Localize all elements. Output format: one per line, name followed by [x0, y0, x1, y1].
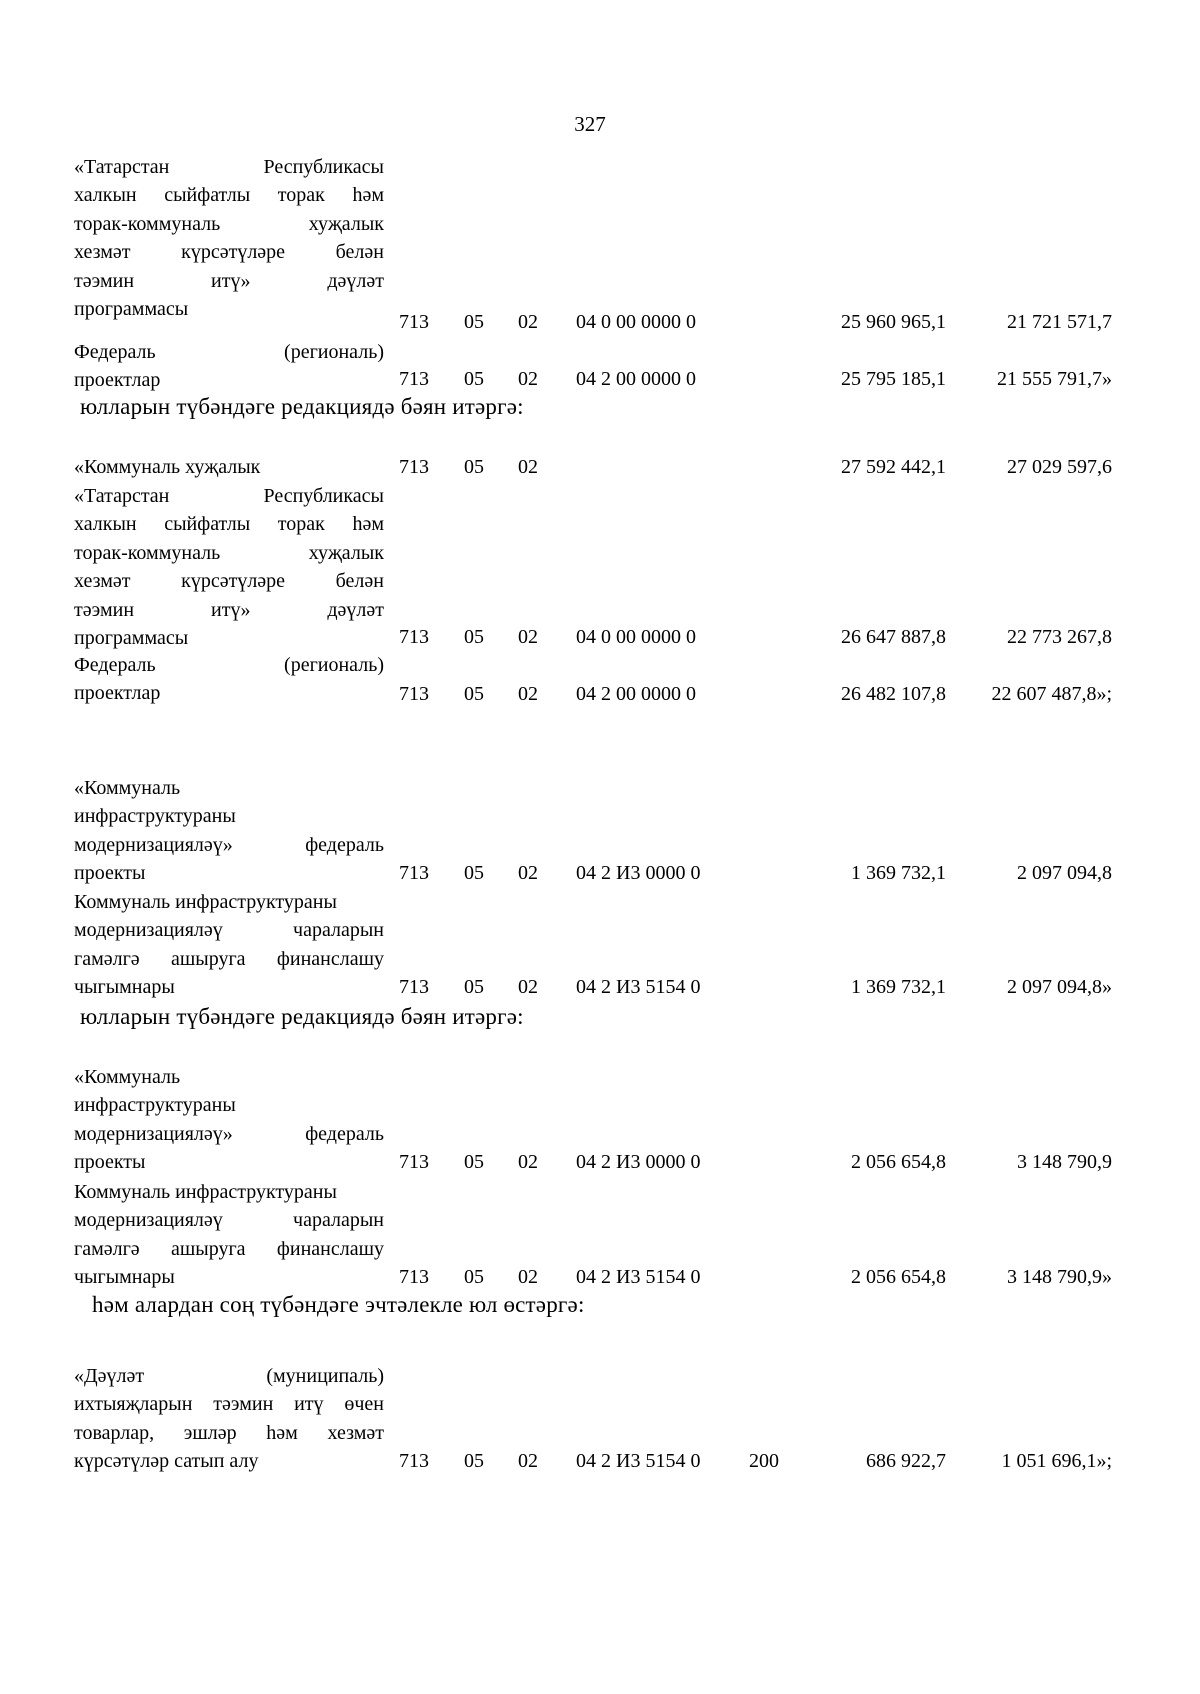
- page-number: 327: [574, 112, 606, 136]
- description-line: проектлар: [74, 369, 161, 392]
- description-line: инфраструктураны: [74, 805, 236, 828]
- value-year-1: 2 056 654,8: [851, 1266, 946, 1288]
- description-line: «Татарстан Республикасы: [74, 156, 384, 178]
- description-line: торак-коммуналь хуҗалык: [74, 541, 384, 564]
- admin-code: 713: [399, 1151, 429, 1173]
- subsection-code: 02: [518, 862, 538, 884]
- description-line: хезмәт күрсәтүләре белән: [74, 570, 384, 593]
- description-line: товарлар, эшләр һәм хезмәт: [74, 1421, 384, 1444]
- description-line: «Коммуналь: [74, 1066, 181, 1088]
- description-line: чыгымнары: [74, 976, 175, 999]
- description-line: программасы: [74, 297, 189, 320]
- row-description: [74, 338, 384, 395]
- admin-code: 713: [399, 368, 429, 390]
- row-description: [74, 774, 384, 888]
- description-line: Федераль (региональ): [74, 341, 384, 363]
- subsection-code: 02: [518, 456, 538, 478]
- description-line: халкын сыйфатлы торак һәм: [74, 184, 384, 207]
- value-year-1: 686 922,7: [866, 1450, 946, 1472]
- instruction-text: юлларын түбәндәге редакциядә бәян итәргә:: [80, 1004, 524, 1029]
- value-year-2: 22 607 487,8»;: [991, 683, 1112, 705]
- value-year-2: 2 097 094,8: [1017, 862, 1112, 884]
- value-year-1: 25 795 185,1: [841, 368, 946, 390]
- section-code: 05: [464, 862, 484, 884]
- target-code: 04 2 И3 0000 0: [576, 1151, 701, 1173]
- value-year-2: 3 148 790,9: [1017, 1151, 1112, 1173]
- section-code: 05: [464, 311, 484, 333]
- instruction-text: һәм алардан соң түбәндәге эчтәлекле юл өстәргә:: [92, 1292, 585, 1317]
- admin-code: 713: [399, 1450, 429, 1472]
- description-line: чыгымнары: [74, 1266, 175, 1289]
- description-line: тәэмин итү» дәүләт: [74, 598, 384, 621]
- target-code: 04 0 00 0000 0: [576, 311, 696, 333]
- target-code: 04 2 И3 0000 0: [576, 862, 701, 884]
- section-code: 05: [464, 368, 484, 390]
- value-year-1: 25 960 965,1: [841, 311, 946, 333]
- admin-code: 713: [399, 683, 429, 705]
- description-line: проектлар: [74, 682, 161, 705]
- expense-type-code: 200: [749, 1450, 779, 1472]
- value-year-2: 1 051 696,1»;: [1001, 1450, 1112, 1472]
- subsection-code: 02: [518, 311, 538, 333]
- target-code: 04 2 И3 5154 0: [576, 976, 701, 998]
- row-description: [74, 153, 384, 323]
- section-code: 05: [464, 1450, 484, 1472]
- value-year-1: 2 056 654,8: [851, 1151, 946, 1173]
- subsection-code: 02: [518, 1151, 538, 1173]
- admin-code: 713: [399, 626, 429, 648]
- section-code: 05: [464, 683, 484, 705]
- value-year-1: 1 369 732,1: [851, 976, 946, 998]
- value-year-1: 26 482 107,8: [841, 683, 946, 705]
- section-code: 05: [464, 456, 484, 478]
- row-description: [74, 651, 384, 708]
- value-year-1: 1 369 732,1: [851, 862, 946, 884]
- value-year-2: 21 555 791,7»: [997, 368, 1112, 390]
- section-code: 05: [464, 976, 484, 998]
- admin-code: 713: [399, 311, 429, 333]
- row-description: [74, 1063, 384, 1177]
- value-year-1: 26 647 887,8: [841, 626, 946, 648]
- description-line: «Коммуналь: [74, 777, 181, 799]
- description-line: хезмәт күрсәтүләре белән: [74, 241, 384, 264]
- value-year-2: 21 721 571,7: [1007, 311, 1112, 333]
- subsection-code: 02: [518, 626, 538, 648]
- section-code: 05: [464, 1151, 484, 1173]
- value-year-2: 2 097 094,8»: [1007, 976, 1112, 998]
- target-code: 04 2 00 0000 0: [576, 683, 696, 705]
- description-line: программасы: [74, 626, 189, 649]
- description-line: Федераль (региональ): [74, 654, 384, 676]
- description-line: Коммуналь инфраструктураны: [74, 891, 337, 913]
- admin-code: 713: [399, 976, 429, 998]
- description-line: модернизацияләү чараларын: [74, 919, 384, 942]
- value-year-2: 3 148 790,9»: [1007, 1266, 1112, 1288]
- row-description: [74, 1178, 384, 1292]
- description-line: «Татарстан Республикасы: [74, 485, 384, 507]
- subsection-code: 02: [518, 368, 538, 390]
- subsection-code: 02: [518, 976, 538, 998]
- subsection-code: 02: [518, 683, 538, 705]
- description-line: халкын сыйфатлы торак һәм: [74, 513, 384, 536]
- description-line: Коммуналь инфраструктураны: [74, 1181, 337, 1203]
- subsection-code: 02: [518, 1266, 538, 1288]
- target-code: 04 0 00 0000 0: [576, 626, 696, 648]
- description-line: гамәлгә ашыруга финанслашу: [74, 947, 384, 970]
- target-code: 04 2 00 0000 0: [576, 368, 696, 390]
- description-line: модернизацияләү» федераль: [74, 833, 384, 856]
- description-line: модернизацияләү» федераль: [74, 1122, 384, 1145]
- description-line: инфраструктураны: [74, 1094, 236, 1117]
- row-description: [74, 888, 384, 1002]
- row-description: [74, 453, 384, 481]
- description-line: күрсәтүләр сатып алу: [74, 1450, 259, 1473]
- admin-code: 713: [399, 456, 429, 478]
- description-line: модернизацияләү чараларын: [74, 1209, 384, 1232]
- description-line: «Дәүләт (муниципаль): [74, 1365, 384, 1387]
- description-line: проекты: [74, 862, 146, 885]
- description-line: проекты: [74, 1151, 146, 1174]
- row-description: [74, 1362, 384, 1476]
- description-line: гамәлгә ашыруга финанслашу: [74, 1237, 384, 1260]
- description-line: ихтыяҗларын тәэмин итү өчен: [74, 1393, 384, 1416]
- target-code: 04 2 И3 5154 0: [576, 1450, 701, 1472]
- row-description: [74, 482, 384, 652]
- description-line: «Коммуналь хуҗалык: [74, 456, 261, 478]
- description-line: торак-коммуналь хуҗалык: [74, 212, 384, 235]
- value-year-1: 27 592 442,1: [841, 456, 946, 478]
- section-code: 05: [464, 626, 484, 648]
- value-year-2: 27 029 597,6: [1007, 456, 1112, 478]
- subsection-code: 02: [518, 1450, 538, 1472]
- value-year-2: 22 773 267,8: [1007, 626, 1112, 648]
- admin-code: 713: [399, 1266, 429, 1288]
- admin-code: 713: [399, 862, 429, 884]
- target-code: 04 2 И3 5154 0: [576, 1266, 701, 1288]
- section-code: 05: [464, 1266, 484, 1288]
- description-line: тәэмин итү» дәүләт: [74, 269, 384, 292]
- instruction-text: юлларын түбәндәге редакциядә бәян итәргә:: [80, 394, 524, 419]
